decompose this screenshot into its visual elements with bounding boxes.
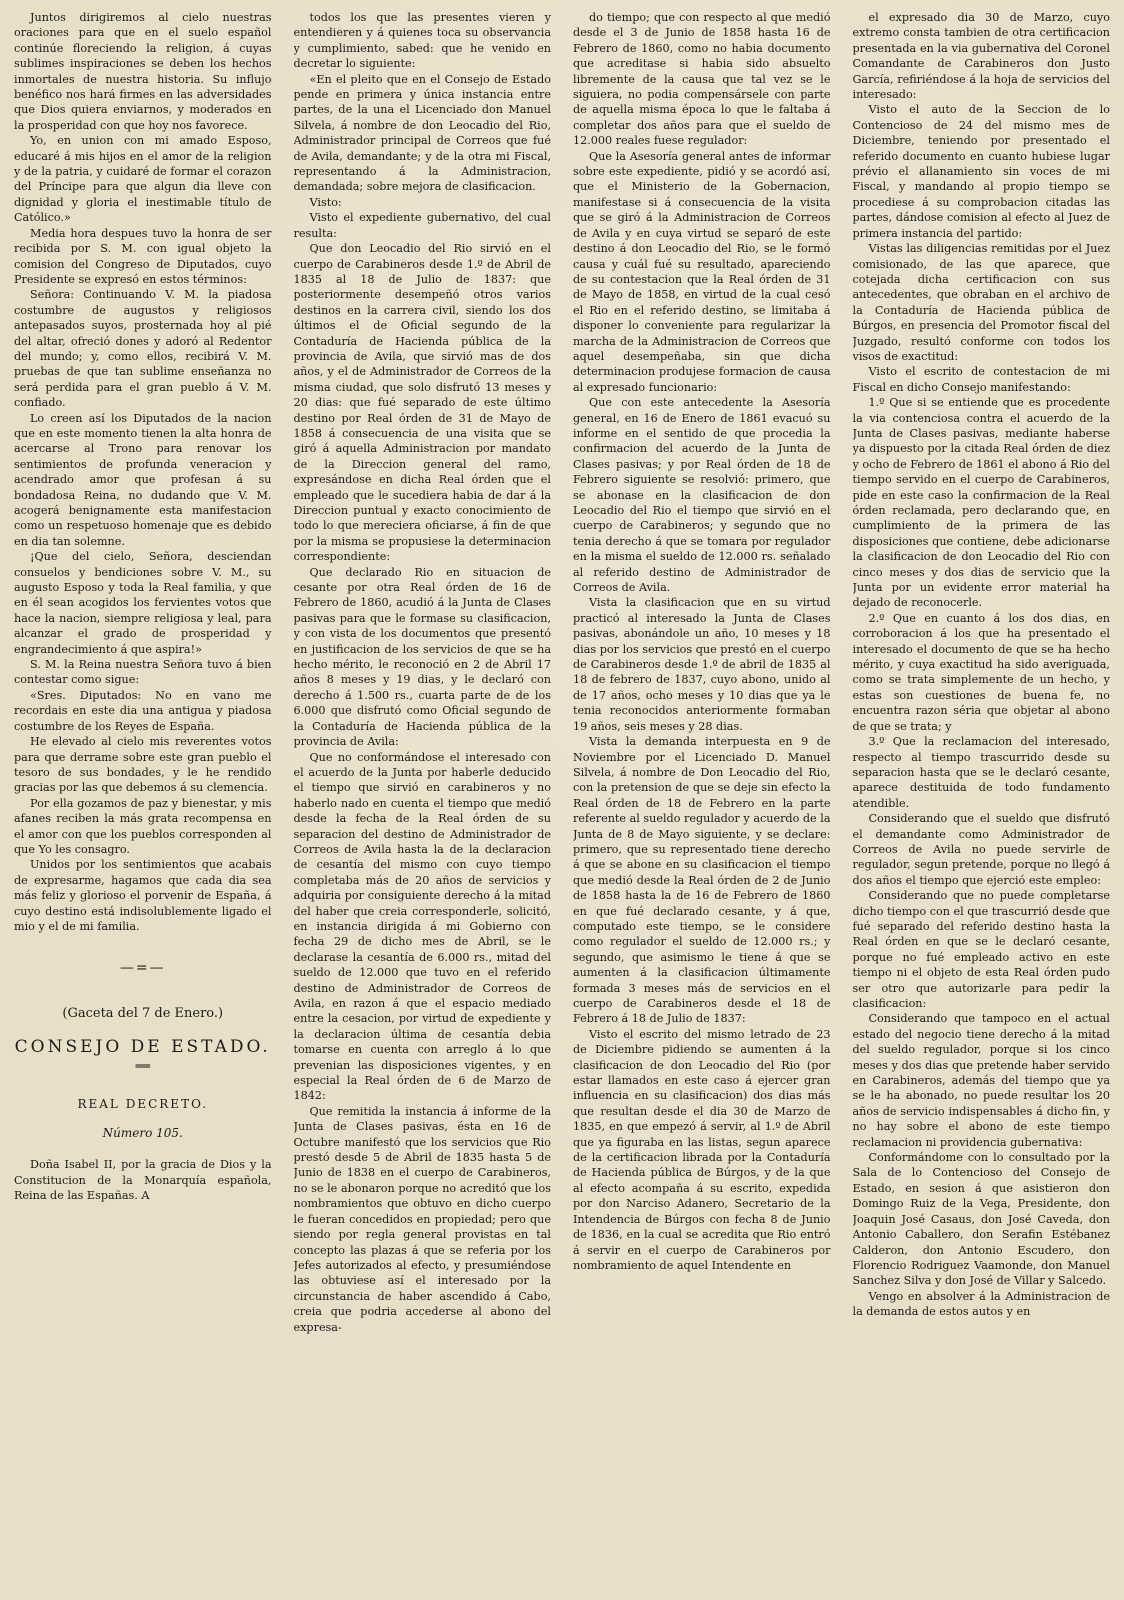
paragraph: Doña Isabel II, por la gracia de Dios y la Constitucion de la Monarquía española, Reina de las Españas. A	[14, 1158, 272, 1203]
paragraph: Que declarado Rio en situacion de cesante por otra Real órden de 16 de Febrero de 1860, acudió á la Junta de Clases pasivas para que le formase su clasificacion, y con vista de los documentos que presentó en justificacion de los servicios de que se ha hecho mérito, le reconoció en 2 de Abril 17 años 8 meses y 19 dias, y le declaró con derecho á 1.500 rs., cuarta parte de de los 6.000 que disfrutó como Oficial segundo de la Contaduría de Hacienda pública de la provincia de Avila:	[293, 565, 551, 749]
paragraph: He elevado al cielo mis reverentes votos para que derrame sobre este gran pueblo el tesoro de sus bondades, y le he rendido gracias por las que debemos á su clemencia.	[14, 735, 272, 795]
paragraph: Conformándome con lo consultado por la Sala de lo Contencioso del Consejo de Estado, en sesion á que asistieron don Domingo Ruiz de la Vega, Presidente, don Joaquin José Casaus, don José Caveda, don Antonio Caballero, don Serafin Estébanez Calderon, don Antonio Escudero, don Florencio Rodriguez Vaamonde, don Manuel Sanchez Silva y don José de Villar y Salcedo.	[852, 1151, 1110, 1288]
paragraph: todos los que las presentes vieren y entendieren y á quienes toca su observancia y cumplimiento, sabed: que he venido en decretar lo siguiente:	[293, 11, 551, 71]
paragraph: Media hora despues tuvo la honra de ser recibida por S. M. con igual objeto la comision del Congreso de Diputados, cuyo Presidente se expresó en estos términos:	[14, 226, 272, 286]
paragraph: Que remitida la instancia á informe de la Junta de Clases pasivas, ésta en 16 de Octubre manifestó que los servicios que Rio prestó desde 5 de Abril de 1835 hasta 5 de Junio de 1838 en el cuerpo de Carabineros, no se le abonaron porque no acreditó que los nombramientos que obtuvo en dicho cuerpo le fueran concedidos en propiedad; pero que siendo por regla general provistas en tal concepto las plazas á que se referia por los Jefes autorizados al efecto, y presumiéndose las obtuviese así el interesado por la circunstancia de haber ascendido á Cabo, creia que podria accederse al abono del expresa-	[293, 1104, 551, 1334]
paragraph: Unidos por los sentimientos que acabais de expresarme, hagamos que cada dia sea más feliz y glorioso el porvenir de España, á cuyo destino está indisolublemente ligado el mio y el de mi familia.	[14, 858, 272, 933]
decree-heading: REAL DECRETO.	[77, 1096, 209, 1111]
paragraph: Juntos dirigiremos al cielo nuestras oraciones para que en el suelo español continúe floreciendo la religion, á cuyas sublimes inspiraciones se deben los hechos inmortales de nuestra historia. Su influjo benéfico nos hará firmes en las adversidades que Dios quiera enviarnos, y moderados en la prosperidad con que hoy nos favorece.	[14, 11, 272, 132]
council-heading-rule: ══	[135, 1059, 150, 1074]
paragraph: do tiempo; que con respecto al que medió desde el 3 de Junio de 1858 hasta 16 de Febrero de 1860, como no habia documento que acreditase si habia sido absuelto libremente de la causa que tal vez se le siguiera, no podia compensársele con parte de aquella misma época lo que le faltaba á completar dos años para que el sueldo de 12.000 reales fuese regulador:	[573, 11, 831, 148]
paragraph: Que con este antecedente la Asesoría general, en 16 de Enero de 1861 evacuó su informe en el sentido de que procedia la confirmacion del acuerdo de la Junta de Clases pasivas; y por Real órden de 18 de Febrero siguiente se resolvió: primero, que se abonase en la clasificacion de don Leocadio del Rio el tiempo que sirvió en el cuerpo de Carabineros; y segundo que no tenia derecho á que se tomara por regulador en la misma el sueldo de 12.000 rs. señalado al referido destino de Administrador de Correos de Avila.	[573, 396, 831, 595]
paragraph: Vengo en absolver á la Administracion de la demanda de estos autos y en	[852, 1289, 1110, 1319]
paragraph: ¡Que del cielo, Señora, desciendan consuelos y bendiciones sobre V. M., su augusto Esposo y toda la Real familia, y que en él sean acogidos los fervientes votos que hace la nacion, siempre religiosa y leal, para alcanzar el grado de prosperidad y engrandecimiento á que aspira!»	[14, 550, 272, 656]
paragraph: «En el pleito que en el Consejo de Estado pende en primera y única instancia entre partes, de la una el Licenciado don Manuel Silvela, á nombre de don Leocadio del Rio, Administrador principal de Correos que fué de Avila, demandante; y de la otra mi Fiscal, representando á la Administracion, demandada; sobre mejora de clasificacion.	[293, 72, 551, 194]
gazette-reference: (Gaceta del 7 de Enero.)	[62, 1006, 224, 1022]
paragraph: Señora: Continuando V. M. la piadosa costumbre de augustos y religiosos antepasados suyos, prosternada hoy al pié del altar, ofreció dones y adoró al Redentor del mundo; y, como ellos, recibirá V. M. pruebas de que tan sublime enseñanza no será perdida para el gran pueblo á V. M. confiado.	[14, 288, 272, 410]
column-4	[853, 10, 1111, 1592]
paragraph: Vista la clasificacion que en su virtud practicó al interesado la Junta de Clases pasivas, abonándole un año, 10 meses y 18 dias por los servicios que prestó en el cuerpo de Carabineros desde 1.º de abril de 1835 al 18 de febrero de 1837, cuyo abono, unido al de 17 años, ocho meses y 10 dias que ya le tenia reconocidos anteriormente formaban 19 años, seis meses y 28 dias.	[573, 596, 831, 733]
paragraph: Vista la demanda interpuesta en 9 de Noviembre por el Licenciado D. Manuel Silvela, á nombre de Don Leocadio del Rio, con la pretension de que se deje sin efecto la Real órden de 18 de Febrero en la parte referente al sueldo regulador y acuerdo de la Junta de 8 de Mayo siguiente, y se declare: primero, que su representado tiene derecho á que se abone en su clasificacion el tiempo que medió desde la Real órden de 2 de Junio de 1858 hasta la de 16 de Febrero de 1860 en que fué declarado cesante, y á que, computado este tiempo, se le considere como regulador el sueldo de 12.000 rs.; y segundo, que asimismo le tiene á que se aumenten á la clasificacion últimamente formada 3 meses más de servicios en el cuerpo de Carabineros desde el 18 de Febrero á 18 de Julio de 1837:	[573, 735, 831, 1026]
paragraph: Considerando que no puede completarse dicho tiempo con el que trascurrió desde que fué separado del referido destino hasta la Real órden en que se le declaró cesante, porque no fué empleado activo en este tiempo ni el objeto de esta Real órden pudo ser otro que autorizarle para pedir la clasificacion:	[852, 889, 1110, 1010]
paragraph: Yo, en union con mi amado Esposo, educaré á mis hijos en el amor de la religion y de la patria, y cuidaré de formar el corazon del Príncipe para que algun dia lleve con dignidad y gloria el inestimable título de Católico.»	[14, 134, 272, 225]
column-2	[294, 10, 552, 1592]
paragraph: Por ella gozamos de paz y bienestar, y mis afanes reciben la más grata recompensa en el amor con que los pueblos corresponden al que Yo les consagro.	[14, 796, 272, 856]
paragraph: 3.º Que la reclamacion del interesado, respecto al tiempo trascurrido desde su separacion hasta que se le declaró cesante, aparece destituida de todo fundamento atendible.	[852, 735, 1110, 810]
paragraph: Visto:	[309, 195, 342, 209]
column-1	[14, 10, 272, 1592]
paragraph: Que la Asesoría general antes de informar sobre este expediente, pidió y se acordó así, que el Ministerio de la Gobernacion, manifestase si á consecuencia de la visita que se giró á la Administracion de Correos de Avila y en cuya virtud se separó de este destino á don Leocadio del Rio, se le formó causa y cuál fué su resultado, apareciendo de su contestacion que la Real órden de 31 de Mayo de 1858, en virtud de la cual cesó el Rio en el referido destino, se limitaba á disponer lo conveniente para regularizar la marcha de la Administracion de Correos que aquel desempeñaba, sin que dicha determinacion produjese formacion de causa al expresado funcionario:	[573, 149, 831, 394]
paragraph: 2.º Que en cuanto á los dos dias, en corroboracion á los que ha presentado el interesado el documento de que se ha hecho mérito, y cuya exactitud ha sido averiguada, como se trata simplemente de un hecho, y estas son cuestiones de buena fe, no encuentra razon séria que objetar al abono de que se trata; y	[852, 611, 1110, 733]
paragraph: Lo creen así los Diputados de la nacion que en este momento tienen la alta honra de acercarse al Trono para renovar los sentimientos de profunda veneracion y acendrado amor que profesan á su bondadosa Reina, no dudando que V. M. acogerá benignamente esta manifestacion como un respetuoso homenaje que es debido en dia tan solemne.	[14, 411, 272, 548]
council-heading: CONSEJO DE ESTADO.	[14, 1036, 271, 1057]
paragraph: 1.º Que si se entiende que es procedente la via contenciosa contra el acuerdo de la Junta de Clases pasivas, mediante haberse ya dispuesto por la citada Real órden de diez y ocho de Febrero de 1861 el abono á Rio del tiempo servido en el cuerpo de Carabineros, pide en este caso la confirmacion de la Real órden reclamada, pero declarando que, en cumplimiento de la primera de las disposiciones que contiene, debe adicionarse la clasificacion de don Leocadio del Rio con cinco meses y dos dias de servicio que la Junta por un evidente error material ha dejado de reconocerle.	[852, 396, 1110, 610]
paragraph: Visto el expediente gubernativo, del cual resulta:	[293, 211, 551, 240]
paragraph: Visto el escrito del mismo letrado de 23 de Diciembre pidiendo se aumenten á la clasificacion de don Leocadio del Rio (por estar llamados en este caso á ejercer gran influencia en su clasificacion) dos dias más que resultan desde el dia 30 de Marzo de 1835, en que empezó á servir, al 1.º de Abril que ya figuraba en las listas, segun aparece de la certificacion librada por la Contaduría de Hacienda pública de Búrgos, y de la que al efecto acompaña á su escrito, expedida por don Narciso Adanero, Secretario de la Intendencia de Búrgos con fecha 8 de Junio de 1836, en la cual se acredita que Rio entró á servir en el cuerpo de Carabineros por nombramiento de aquel Intendente en	[573, 1027, 831, 1272]
paragraph: Visto el escrito de contestacion de mi Fiscal en dicho Consejo manifestando:	[852, 365, 1110, 394]
decree-number: Número 105.	[102, 1126, 183, 1140]
section-divider: —=—	[119, 960, 166, 977]
paragraph: S. M. la Reina nuestra Señora tuvo á bien contestar como sigue:	[14, 658, 272, 687]
paragraph: el expresado dia 30 de Marzo, cuyo extremo consta tambien de otra certificacion presentada en la via gubernativa del Coronel Comandante de Carabineros don Justo García, refiriéndose á la hoja de servicios del interesado:	[852, 11, 1110, 102]
paragraph: «Sres. Diputados: No en vano me recordais en este dia una antigua y piadosa costumbre de los Reyes de España.	[14, 688, 272, 733]
column-3	[573, 10, 831, 1592]
paragraph: Que no conformándose el interesado con el acuerdo de la Junta por haberle deducido el tiempo que sirvió en carabineros y no haberlo nado en cuenta el tiempo que medió desde la fecha de la Real órden de su separacion del destino de Administrador de Correos de Avila hasta la de la declaracion de cesantía del mismo con cuyo tiempo completaba más de 20 años de servicios y adquiria por consiguiente derecho á la mitad del haber que creia corresponderle, solicitó, en instancia dirigida á mi Gobierno con fecha 29 de dicho mes de Abril, se le declarase la cesantía de 6.000 rs., mitad del sueldo de 12.000 que tuvo en el referido destino de Administrador de Correos de Avila, en razon á que el espacio mediado entre la cesacion, por virtud de expediente y la declaracion última de cesantía debia tomarse en cuenta con arreglo á lo que prevenian las disposiciones vigentes, y en especial la Real órden de 6 de Marzo de 1842:	[293, 750, 551, 1103]
paragraph: Que don Leocadio del Rio sirvió en el cuerpo de Carabineros desde 1.º de Abril de 1835 al 18 de Julio de 1837: que posteriormente desempeñó otros varios destinos en la carrera civil, siendo los dos últimos el de Oficial segundo de la Contaduría de Hacienda pública de la provincia de Avila, que sirvió mas de dos años, y el de Administrador de Correos de la misma ciudad, que solo disfrutó 13 meses y 20 dias: que fué separado de este último destino por Real órden de 31 de Mayo de 1858 á consecuencia de una visita que se giró á aquella Administracion por mandato de la Direccion general del ramo, expresándose en dicha Real órden que el empleado que le sucediera habia de dar á la Direccion puntual y exacto conocimiento de todo lo que mereciera oficiarse, á fin de que por la misma se propusiese la determinacion correspondiente:	[293, 242, 551, 564]
paragraph: Vistas las diligencias remitidas por el Juez comisionado, de las que aparece, que cotejada dicha certificacion con sus antecedentes, que obraban en el archivo de la Contaduría de Hacienda pública de Búrgos, en presencia del Promotor fiscal del Juzgado, resultó conforme con todos los visos de exactitud:	[852, 242, 1110, 363]
paragraph: Visto el auto de la Seccion de lo Contencioso de 24 del mismo mes de Diciembre, teniendo por presentado el referido documento en cuanto hubiese lugar prévio el allanamiento sin voces de mi Fiscal, y mandando al propio tiempo se procediese á su comprobacion citadas las partes, dándose comision al efecto al Juez de primera instancia del partido:	[852, 103, 1110, 240]
paragraph: Considerando que el sueldo que disfrutó el demandante como Administrador de Correos de Avila no puede servirle de regulador, segun pretende, porque no llegó á dos años el tiempo que ejerció este empleo:	[852, 812, 1110, 887]
paragraph: Considerando que tampoco en el actual estado del negocio tiene derecho á la mitad del sueldo regulador, porque si los cinco meses y dos dias que pretende haber servido en Carabineros, además del tiempo que ya se le ha abonado, no puede resultar los 20 años de servicio indispensables á dicho fin, y no hay sobre el abono de este tiempo reclamacion ni providencia gubernativa:	[852, 1012, 1110, 1149]
